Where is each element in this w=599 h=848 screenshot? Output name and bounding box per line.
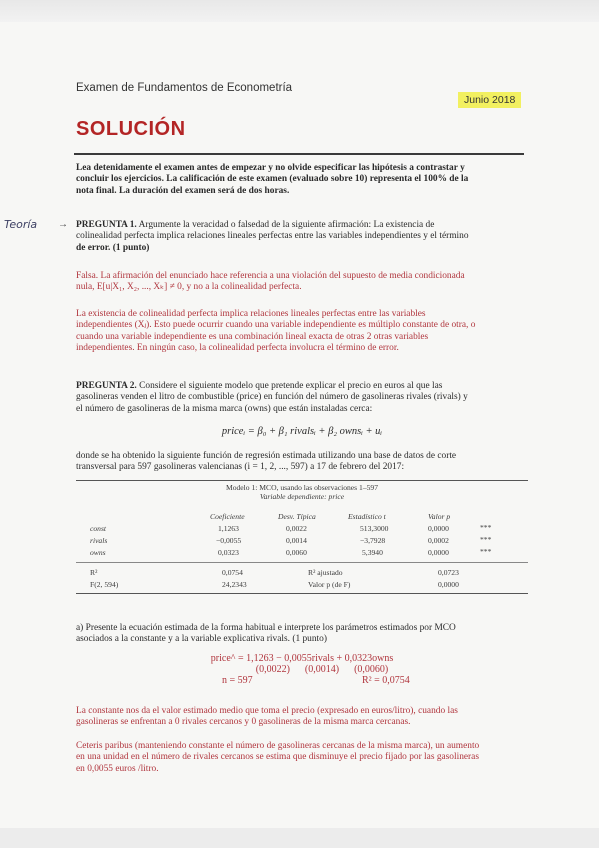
instructions-line: nota final. La duración del examen será de dos horas. (76, 185, 290, 196)
stat-value: 24,2343 (222, 580, 247, 589)
part-a-answer-1 (76, 706, 528, 729)
answer-line: Ceteris paribus (manteniendo constante el número de gasolineras cercanas de la misma marca), un aumento (76, 741, 480, 751)
photo-top-edge (0, 0, 599, 22)
table-mid-rule (76, 562, 528, 563)
answer-line: independientes. En ningún caso, la colinealidad perfecta involucra el término de error. (76, 342, 399, 353)
row-coef: 0,0323 (218, 548, 239, 557)
row-var: owns (90, 548, 106, 557)
stat-label: F(2, 594) (90, 580, 119, 589)
sample-size: n = 597 (222, 675, 253, 686)
table-top-rule (76, 480, 528, 481)
estimated-equation-se: (0,0022) (0,0014) (0,0060) (255, 664, 389, 675)
stat-value: 0,0754 (222, 568, 243, 577)
row-se: 0,0060 (286, 548, 307, 557)
answer-1-paragraph-2 (76, 309, 528, 354)
question-1-points: de error. (1 punto) (76, 242, 150, 253)
row-p: 0,0000 (428, 548, 449, 557)
instructions-line: concluir los ejercicios. La calificación de este examen (evaluado sobre 10) representa el 100% de la (76, 174, 469, 185)
part-a-question (76, 623, 528, 646)
instructions-line: Lea detenidamente el examen antes de empezar y no olvide especificar las hipótesis a contrastar y (76, 163, 465, 173)
instructions (76, 163, 528, 197)
question-2-continuation (76, 451, 528, 474)
row-stars: *** (480, 535, 492, 544)
row-t: 513,3000 (360, 524, 389, 533)
row-t: 5,3940 (362, 548, 383, 557)
solution-title: SOLUCIÓN (76, 118, 186, 140)
row-stars: *** (480, 523, 492, 532)
row-p: 0,0000 (428, 524, 449, 533)
answer-line: La constante nos da el valor estimado medio que toma el precio (expresado en euros/litro), cuando las (76, 706, 458, 716)
part-a-answer-2 (76, 741, 528, 775)
regression-table (76, 480, 528, 606)
part-a-text: a) Presente la ecuación estimada de la forma habitual e interprete los parámetros estimados por MCO (76, 623, 456, 633)
question-1-text: Argumente la veracidad o falsedad de la siguiente afirmación: La existencia de (138, 220, 435, 230)
estimated-equation (76, 653, 528, 687)
row-stars: *** (480, 547, 492, 556)
stat-value-2: 0,0000 (438, 580, 459, 589)
model-equation: priceᵢ = β₀ + β₁ rivalsᵢ + β₂ ownsᵢ + uᵢ (221, 426, 383, 437)
row-se: 0,0022 (286, 524, 307, 533)
question-1-text: colinealidad perfecta implica relaciones lineales perfectas entre las variables independientes y el término (76, 231, 469, 242)
answer-line: nula, E[u|X₁, X₂, ..., Xₖ] ≠ 0, y no a la colinealidad perfecta. (76, 282, 302, 293)
answer-1-paragraph-1 (76, 271, 528, 294)
answer-line: Falsa. La afirmación del enunciado hace referencia a una violación del supuesto de media condicionada (76, 271, 465, 281)
header-coeficiente: Coeficiente (210, 512, 245, 521)
stat-label: R² (90, 568, 98, 577)
question-2-label: PREGUNTA 2. (76, 381, 137, 391)
stat-label-2: R² ajustado (308, 568, 343, 577)
answer-line: cuando una variable independiente es una combinación lineal exacta de otras 2 otras variables (76, 331, 429, 342)
stat-value-2: 0,0723 (438, 568, 459, 577)
arrow-icon: → (58, 219, 68, 230)
r-squared: R² = 0,0754 (362, 675, 410, 686)
row-p: 0,0002 (428, 536, 449, 545)
answer-line: gasolineras se enfrentan a 0 rivales cercanos y 0 gasolineras de la misma marca cercanas. (76, 717, 411, 728)
stat-label-2: Valor p (de F) (308, 580, 351, 589)
question-2-text: gasolineras venden el litro de combustible (price) en función del número de gasolineras rivales (rivals) y (76, 392, 468, 403)
answer-line: La existencia de colinealidad perfecta implica relaciones lineales perfectas entre las variables (76, 309, 426, 319)
handwritten-note: Teoría (4, 218, 38, 231)
question-2 (76, 381, 528, 415)
title-rule (74, 153, 524, 155)
row-coef: 1,1263 (218, 524, 239, 533)
table-dependent-variable: Variable dependiente: price (259, 492, 345, 501)
question-2-text: transversal para 597 gasolineras valencianas (i = 1, 2, ..., 597) a 17 de febrero del 2017: (76, 462, 405, 473)
row-coef: −0,0055 (216, 536, 242, 545)
row-t: −3,7928 (360, 536, 386, 545)
part-a-text: asociados a la constante y a la variable explicativa rivals. (1 punto) (76, 634, 327, 645)
question-1-label: PREGUNTA 1. (76, 220, 137, 230)
row-var: rivals (90, 536, 108, 545)
table-title: Modelo 1: MCO, usando las observaciones 1–597 (225, 483, 379, 492)
row-var: const (90, 524, 107, 533)
question-2-text: el número de gasolineras de la misma marca (owns) que están instaladas cerca: (76, 403, 373, 414)
answer-line: independientes (Xⱼ). Esto puede ocurrir cuando una variable independiente es múltiplo constante de otra, o (76, 320, 476, 331)
answer-line: en una unidad en el número de rivales cercanos se estima que disminuye el precio fijado por las gasolineras (76, 752, 479, 763)
answer-line: en 0,0055 euros /litro. (76, 763, 159, 774)
exam-page (0, 22, 599, 828)
estimated-equation-main: price^ = 1,1263 − 0,0055rivals + 0,0323owns (210, 653, 394, 664)
header-desv-tipica: Desv. Típica (278, 512, 316, 521)
header-estadistico-t: Estadístico t (348, 512, 386, 521)
header-valor-p: Valor p (428, 512, 451, 521)
row-se: 0,0014 (286, 536, 307, 545)
photo-bottom-edge (0, 828, 599, 848)
exam-title: Examen de Fundamentos de Econometría (76, 82, 293, 94)
question-2-text: Considere el siguiente modelo que pretende explicar el precio en euros al que las (139, 381, 443, 391)
question-2-text: donde se ha obtenido la siguiente función de regresión estimada utilizando una base de datos de corte (76, 451, 457, 461)
table-bottom-rule (76, 593, 528, 594)
exam-date: Junio 2018 (458, 92, 521, 108)
question-1 (76, 220, 528, 254)
